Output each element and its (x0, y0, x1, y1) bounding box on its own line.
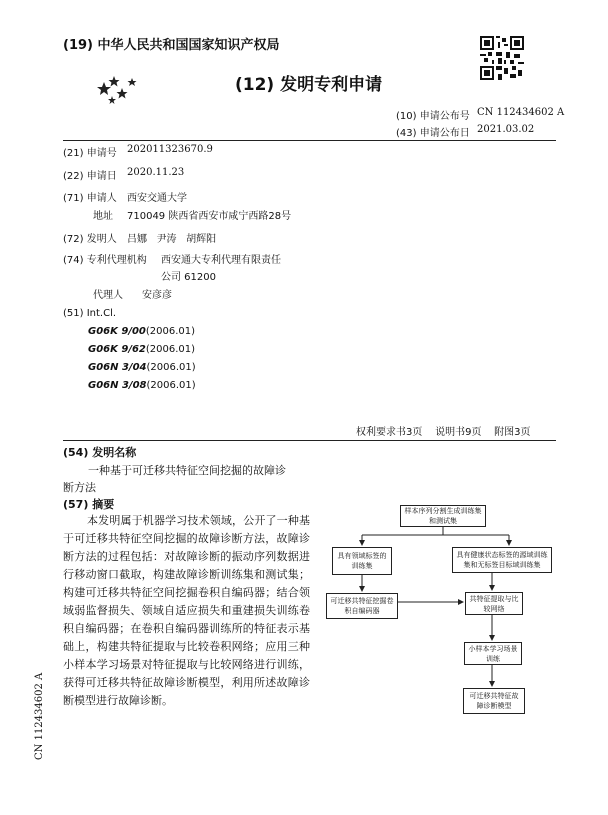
invention-name-label: (54) 发明名称 (63, 446, 137, 459)
agency-label: (74) 专利代理机构 (63, 255, 147, 266)
agent-label: 代理人 (93, 290, 123, 301)
application-date-label: (22) 申请日 (63, 171, 117, 182)
invention-name-line1: 一种基于可迁移共特征空间挖掘的故障诊 (88, 464, 286, 477)
ipc-version: (2006.01) (145, 344, 196, 355)
abstract-label: (57) 摘要 (63, 498, 115, 511)
application-date: 2020.11.23 (127, 167, 185, 178)
invention-name-line2: 断方法 (63, 481, 96, 494)
publication-date: 2021.03.02 (477, 124, 535, 135)
inventor-label: (72) 发明人 (63, 234, 117, 245)
address: 710049 陕西省西安市咸宁西路28号 (127, 211, 292, 222)
address-label: 地址 (93, 211, 113, 222)
inventors: 吕娜 尹涛 胡辉阳 (127, 234, 217, 245)
flow-box-fewshot-training: 小样本学习场景训练 (464, 642, 522, 665)
publication-number: CN 112434602 A (477, 107, 565, 118)
flow-box-diagnosis-model: 可迁移共特征故障诊断模型 (463, 688, 525, 714)
agent: 安彦彦 (142, 290, 172, 301)
authority-title: (19) 中华人民共和国国家知识产权局 (63, 38, 280, 53)
publication-date-label: (43) 申请公布日 (396, 128, 470, 139)
applicant: 西安交通大学 (127, 193, 187, 204)
flow-box-domain-label-train: 具有领域标签的训练集 (332, 547, 392, 575)
flow-box-source-target-train: 具有健康状态标签的源域训练集和无标签目标域训练集 (452, 547, 552, 573)
flow-box-conv-autoencoder: 可迁移共特征挖掘卷积自编码器 (326, 593, 398, 619)
document-type: (12) 发明专利申请 (235, 75, 383, 95)
ipc-code: G06N 3/08 (88, 380, 147, 391)
flow-box-cofeature-network: 共特征提取与比较网络 (465, 592, 523, 615)
ipc-code: G06K 9/00 (88, 326, 146, 337)
ipc-version: (2006.01) (146, 362, 196, 373)
application-number-label: (21) 申请号 (63, 148, 117, 159)
application-number: 202011323670.9 (127, 144, 213, 155)
flow-box-sample-split: 样本序列分割生成训练集和测试集 (400, 505, 486, 527)
ipc-code: G06N 3/04 (88, 362, 147, 373)
abstract-text: 本发明属于机器学习技术领域，公开了一种基于可迁移共特征空间挖掘的故障诊断方法，故障诊断方法的过程包括：对故障诊断的振动序列数据进行移动窗口截取，构建故障诊断训练集和测试集；构建可迁移共特征空间挖掘卷积自编码器；结合领域弱监督损失、领域自适应损失和重建损失训练卷积自编码器；在卷积自编码器训练所的特征表示基础上，构建共特征提取与比较卷积网络；应用三种小样本学习场景对特征提取与比较网络进行训练，获得可迁移共特征故障诊断模型，利用所述故障诊断模型进行故障诊断。 (63, 514, 310, 707)
publication-number-label: (10) 申请公布号 (396, 111, 470, 122)
agency-line2: 公司 61200 (161, 272, 216, 283)
ipc-version: (2006.01) (146, 380, 196, 391)
agency-line1: 西安通大专利代理有限责任 (161, 255, 281, 266)
side-publication-number: CN 112434602 A (34, 672, 45, 760)
ipc-version: (2006.01) (145, 326, 196, 337)
page-counts: 权利要求书3页 说明书9页 附图3页 (356, 427, 531, 438)
ipc-code: G06K 9/62 (88, 344, 146, 355)
int-cl-label: (51) Int.Cl. (63, 308, 117, 319)
applicant-label: (71) 申请人 (63, 193, 117, 204)
